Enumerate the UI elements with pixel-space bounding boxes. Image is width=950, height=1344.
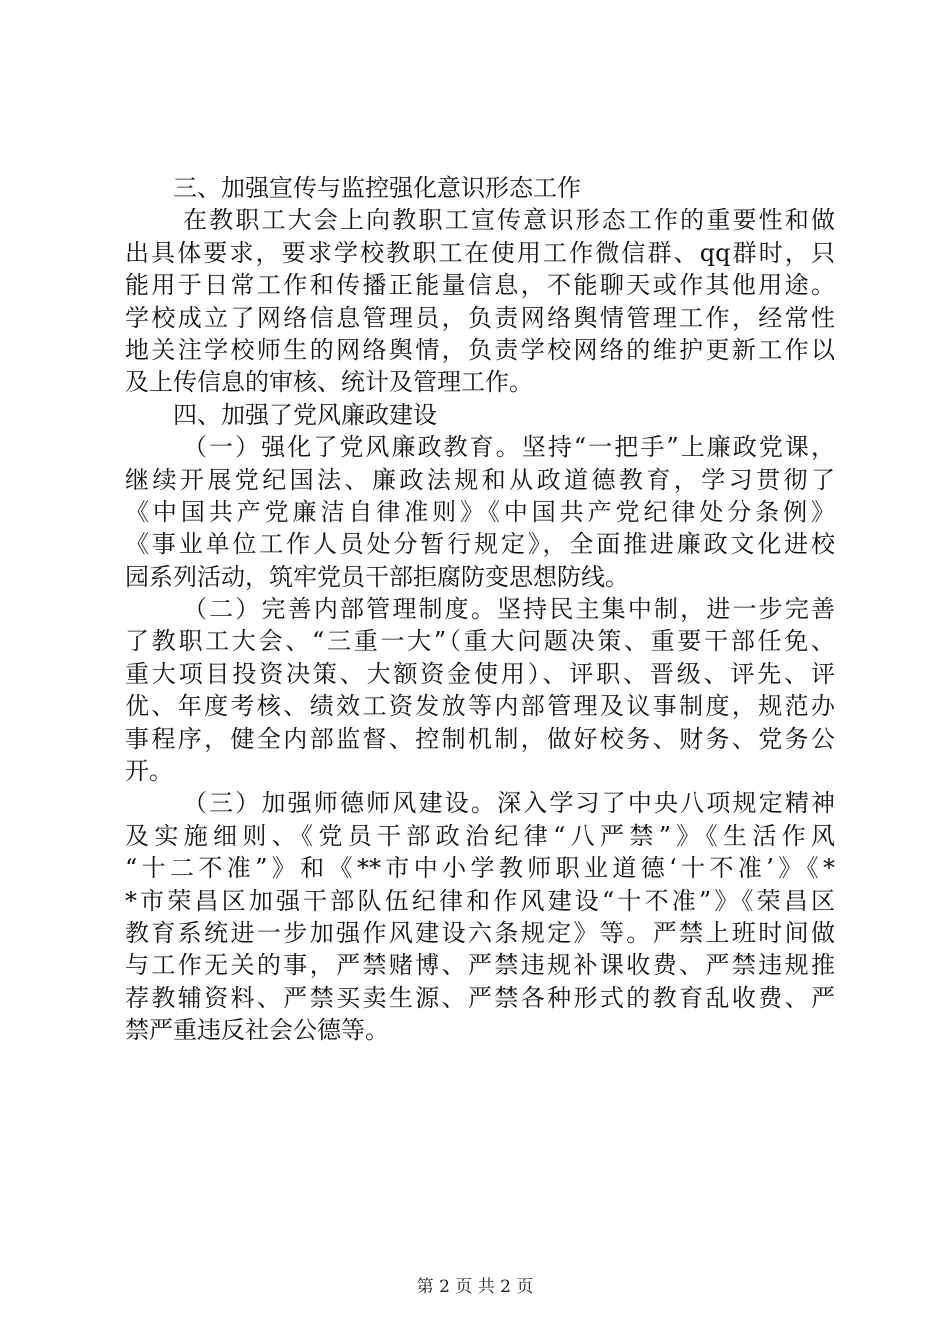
- paragraph-line: 重大项目投资决策、大额资金使用）、评职、晋级、评先、评: [125, 659, 835, 688]
- paragraph-line: *市荣昌区加强干部队伍纪律和作风建设“十不准”》《荣昌区: [125, 886, 835, 915]
- paragraph-line: 出具体要求，要求学校教职工在使用工作微信群、qq群时，只: [125, 238, 835, 267]
- paragraph-line: 学校成立了网络信息管理员，负责网络舆情管理工作，经常性: [125, 303, 835, 332]
- paragraph-line: 园系列活动，筑牢党员干部拒腐防变思想防线。: [125, 562, 629, 591]
- paragraph-line: 禁严重违反社会公德等。: [125, 1016, 389, 1045]
- paragraph-line: （三）加强师德师风建设。深入学习了中央八项规定精神: [183, 789, 835, 818]
- paragraph-line: 开。: [125, 757, 173, 786]
- paragraph-line: 荐教辅资料、严禁买卖生源、严禁各种形式的教育乱收费、严: [125, 983, 835, 1012]
- paragraph-line: 能用于日常工作和传播正能量信息，不能聊天或作其他用途。: [125, 271, 835, 300]
- section-heading-3: 三、加强宣传与监控强化意识形态工作: [173, 174, 581, 202]
- paragraph-line: 事程序，健全内部监督、控制机制，做好校务、财务、党务公: [125, 724, 835, 753]
- paragraph-line: （二）完善内部管理制度。坚持民主集中制，进一步完善: [183, 595, 835, 624]
- paragraph-line: 教育系统进一步加强作风建设六条规定》等。严禁上班时间做: [125, 918, 835, 947]
- paragraph-line: “十二不准”》和《**市中小学教师职业道德‘十不准’》《*: [125, 854, 835, 883]
- paragraph-line: 优、年度考核、绩效工资发放等内部管理及议事制度，规范办: [125, 692, 835, 721]
- paragraph-line: 继续开展党纪国法、廉政法规和从政道德教育，学习贯彻了: [125, 465, 835, 494]
- paragraph-line: 《事业单位工作人员处分暂行规定》，全面推进廉政文化进校: [125, 530, 835, 559]
- page-footer: 第 2 页 共 2 页: [416, 1277, 534, 1297]
- document-body: [125, 172, 835, 1047]
- paragraph-line: 与工作无关的事，严禁赌博、严禁违规补课收费、严禁违规推: [125, 951, 835, 980]
- paragraph-line: （一）强化了党风廉政教育。坚持“一把手”上廉政党课，: [183, 433, 835, 462]
- section-heading-4: 四、加强了党风廉政建设: [173, 400, 437, 429]
- paragraph-line: 及实施细则、《党员干部政治纪律“八严禁”》《生活作风: [125, 821, 835, 850]
- paragraph-line: 《中国共产党廉洁自律准则》《中国共产党纪律处分条例》: [125, 497, 835, 526]
- paragraph-line: 在教职工大会上向教职工宣传意识形态工作的重要性和做: [183, 206, 835, 235]
- paragraph-line: 地关注学校师生的网络舆情，负责学校网络的维护更新工作以: [125, 335, 835, 364]
- paragraph-line: 了教职工大会、“三重一大”（重大问题决策、重要干部任免、: [125, 627, 835, 656]
- paragraph-line: 及上传信息的审核、统计及管理工作。: [125, 368, 533, 397]
